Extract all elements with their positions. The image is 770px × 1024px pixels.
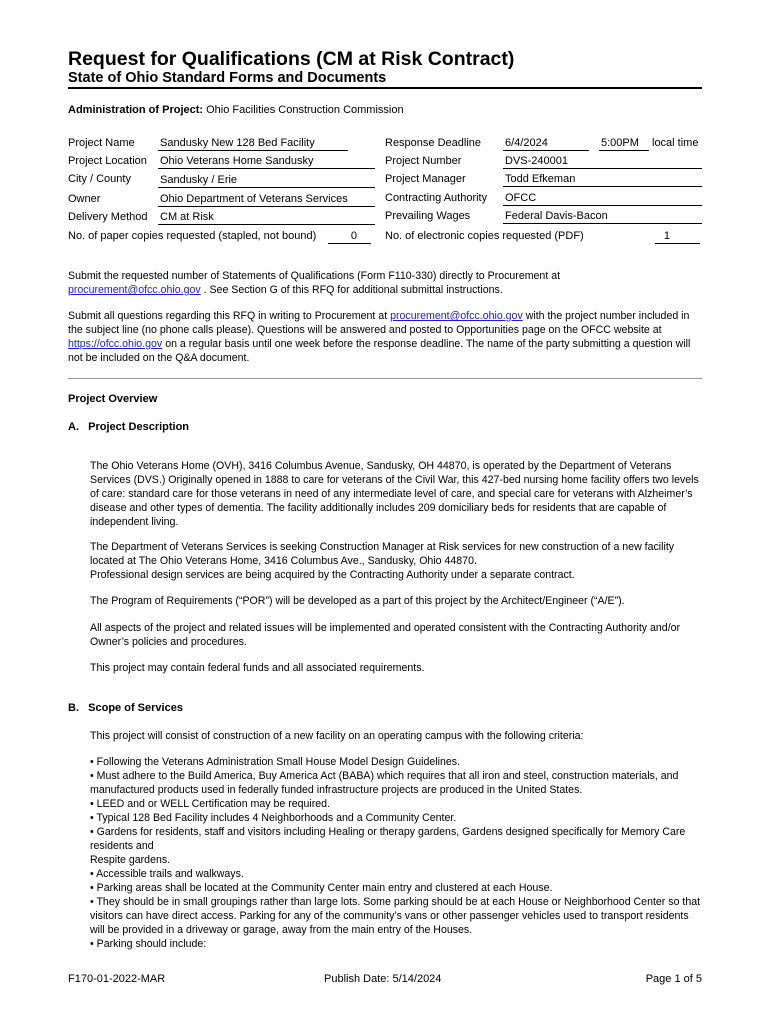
description-paragraph-1: The Ohio Veterans Home (OVH), 3416 Columbus Avenue, Sandusky, OH 44870, is operated by the Department of Veterans Services (DVS.) Originally opened in 1888 to care for veterans of the Civil War, this 427-bed nursing home facility offers two levels of care: standard care for those veterans in need of any intermediate level of care, and special care for veterans with Alzheimer’s disease and other types of dementia. The facility additionally includes 209 domiciliary beds for residents that are capable of independent living.: [90, 460, 699, 528]
list-item: • Accessible trails and walkways.: [90, 868, 244, 880]
description-paragraph-2-line1: The Department of Veterans Services is seeking Construction Manager at Risk services for new construction of a new facility located at The Ohio Veterans Home, 3416 Columbus Ave., Sandusky, Ohio 44870.: [90, 541, 675, 567]
project-manager-label: Project Manager: [385, 173, 466, 185]
scope-bullet-list: [90, 755, 702, 951]
questions-text-end: on a regular basis until one week before the response deadline. The name of the party submitting a question will not be included on the Q&A document.: [68, 338, 691, 364]
list-item: • Gardens for residents, staff and visitors including Healing or therapy gardens, Gardens designed specifically for Memory Care residents and: [90, 826, 686, 852]
list-item: • Must adhere to the Build America, Buy America Act (BABA) which requires that all iron and steel, construction materials, and manufactured products used in federally funded infrastructure projects are produced in the United States.: [90, 770, 679, 796]
owner-label: Owner: [68, 193, 101, 205]
contracting-authority-label: Contracting Authority: [385, 192, 488, 204]
owner-value: Ohio Department of Veterans Services: [158, 193, 375, 207]
admin-value: Ohio Facilities Construction Commission: [206, 104, 404, 116]
questions-paragraph: [68, 309, 702, 365]
city-county-label: City / County: [68, 173, 131, 185]
section-b-heading: B. Scope of Services: [68, 702, 183, 714]
response-time-value: 5:00PM: [599, 137, 649, 151]
list-item: • LEED and or WELL Certification may be required.: [90, 798, 331, 810]
project-name-value: Sandusky New 128 Bed Facility: [158, 137, 348, 151]
city-county-value: Sandusky / Erie: [158, 174, 375, 188]
project-location-label: Project Location: [68, 155, 147, 167]
description-paragraph-2: [90, 540, 702, 582]
project-number-value: DVS-240001: [503, 155, 702, 169]
questions-text: Submit all questions regarding this RFQ in writing to Procurement at: [68, 310, 388, 322]
description-paragraph-2-line2: Professional design services are being acquired by the Contracting Authority under a separate contract.: [90, 569, 575, 581]
questions-text-cont: with the project number included in the subject line (no phone calls please). Questions will be answered and posted to Opportunities page on the OFCC website at: [68, 310, 690, 336]
description-paragraph-5: This project may contain federal funds and all associated requirements.: [90, 662, 425, 674]
response-date-value: 6/4/2024: [503, 137, 589, 151]
footer-page-number: Page 1 of 5: [645, 973, 702, 985]
delivery-method-value: CM at Risk: [158, 211, 375, 225]
list-item: • They should be in small groupings rather than large lots. Some parking should be at each House or Neighborhood Center so that visitors can have direct access. Parking for any of the community’s vans or other passenger vehicles used to transport residents will be provided in a driveway or garage, away from the main entry of the Houses.: [90, 896, 701, 936]
section-divider: [68, 378, 702, 379]
submit-text-cont: . See Section G of this RFQ for additional submittal instructions.: [203, 284, 503, 296]
list-item: • Parking areas shall be located at the Community Center main entry and clustered at each House.: [90, 882, 553, 894]
footer-form-number: F170-01-2022-MAR: [68, 973, 166, 985]
admin-label: Administration of Project:: [68, 104, 204, 116]
electronic-copies-label: No. of electronic copies requested (PDF): [385, 230, 584, 242]
project-location-value: Ohio Veterans Home Sandusky: [158, 155, 375, 169]
description-paragraph-4: All aspects of the project and related issues will be implemented and operated consistent with the Contracting Authority and/or Owner’s policies and procedures.: [90, 622, 681, 648]
procurement-email-link-2[interactable]: procurement@ofcc.ohio.gov: [390, 310, 523, 322]
document-subtitle: State of Ohio Standard Forms and Documents: [68, 70, 387, 86]
submit-text: Submit the requested number of Statements of Qualifications (Form F110-330) directly to Procurement at: [68, 270, 561, 282]
local-time-label: local time: [652, 137, 699, 149]
paper-copies-value: 0: [328, 230, 371, 244]
footer-publish-date: Publish Date: 5/14/2024: [324, 973, 442, 985]
project-name-label: Project Name: [68, 137, 135, 149]
contracting-authority-value: OFCC: [503, 192, 702, 206]
administration-line: [68, 104, 404, 116]
ofcc-website-link[interactable]: https://ofcc.ohio.gov: [68, 338, 163, 350]
project-overview-heading: Project Overview: [68, 393, 158, 405]
list-item: • Typical 128 Bed Facility includes 4 Neighborhoods and a Community Center.: [90, 812, 457, 824]
electronic-copies-value: 1: [655, 230, 700, 244]
description-paragraph-3: The Program of Requirements (“POR”) will be developed as a part of this project by the Architect/Engineer (“A/E”).: [90, 595, 625, 607]
list-item: • Following the Veterans Administration Small House Model Design Guidelines.: [90, 756, 460, 768]
response-deadline-label: Response Deadline: [385, 137, 482, 149]
list-item: Respite gardens.: [90, 854, 171, 866]
project-manager-value: Todd Efkeman: [503, 173, 702, 187]
header-divider: [68, 87, 702, 89]
prevailing-wages-value: Federal Davis-Bacon: [503, 210, 702, 224]
document-title: Request for Qualifications (CM at Risk Contract): [68, 48, 515, 70]
prevailing-wages-label: Prevailing Wages: [385, 210, 471, 222]
scope-intro: This project will consist of construction of a new facility on an operating campus with the following criteria:: [90, 730, 584, 742]
procurement-email-link[interactable]: procurement@ofcc.ohio.gov: [68, 284, 201, 296]
list-item: • Parking should include:: [90, 938, 207, 950]
section-a-heading: A. Project Description: [68, 421, 190, 433]
project-number-label: Project Number: [385, 155, 462, 167]
delivery-method-label: Delivery Method: [68, 211, 148, 223]
paper-copies-label: No. of paper copies requested (stapled, not bound): [68, 230, 317, 242]
submit-paragraph: [68, 269, 702, 297]
